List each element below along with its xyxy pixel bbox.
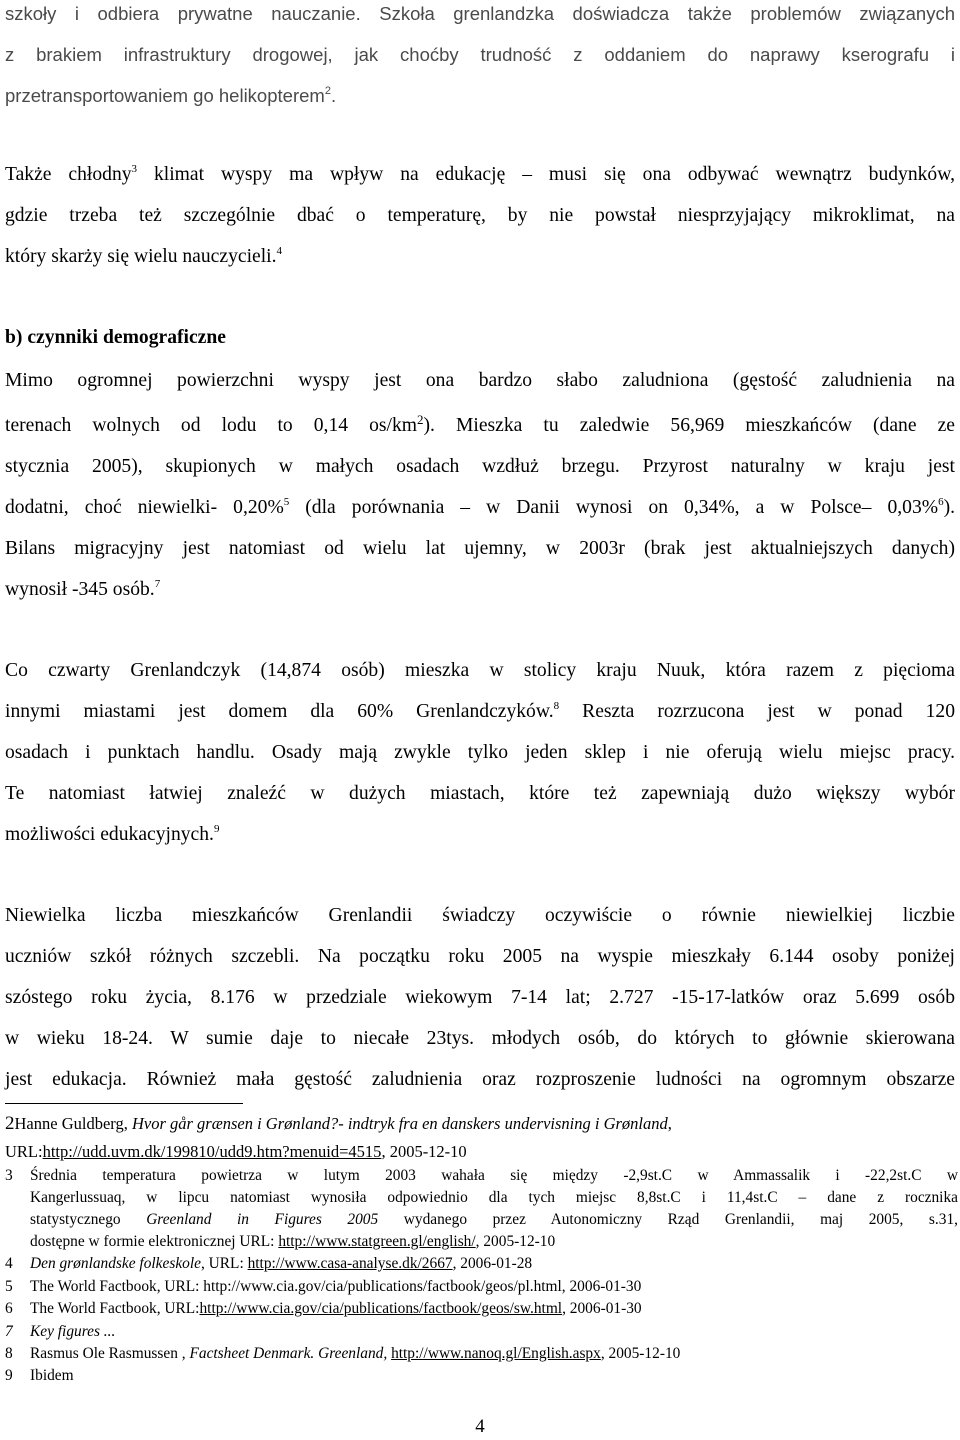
text-line: innymi miastami jest domem dla 60% Grenlandczyków.$^8$ Reszta rozrzucona jest w ponad 120 xyxy=(5,700,955,722)
text-line: Co czwarty Grenlandczyk (14,874 osób) mieszka w stolicy kraju Nuuk, która razem z pięcioma xyxy=(5,660,955,681)
footnote-number: 9 xyxy=(5,1367,13,1384)
footnote-link[interactable]: http://www.nanoq.gl/English.aspx xyxy=(391,1345,601,1362)
footnote-2: 2Hanne Guldberg, Hvor går grænsen i Grønland?- indtryk fra en danskers undervisning i Grønland, xyxy=(5,1113,672,1134)
text-line: Niewielka liczba mieszkańców Grenlandii świadczy oczywiście o równie niewielkiej liczbie xyxy=(5,905,955,926)
text-line: uczniów szkół różnych szczebli. Na początku roku 2005 na wyspie mieszkały 6.144 osoby poniżej xyxy=(5,946,955,967)
footnote-separator xyxy=(5,1103,243,1104)
text-line: który skarży się wielu nauczycieli.$^4$ xyxy=(5,245,282,267)
footnote-3-line: dostępne w formie elektronicznej URL: http://www.statgreen.gl/english/, 2005-12-10 xyxy=(30,1233,556,1250)
text-line: jest edukacja. Również mała gęstość zaludnienia oraz rozproszenie ludności na ogromnym obszarze xyxy=(5,1069,955,1090)
footnote-ref: 8 xyxy=(553,700,560,712)
footnote-3-line: statystycznego Greenland in Figures 2005 wydanego przez Autonomiczny Rząd Grenlandii, maj 2005, s.31, xyxy=(30,1211,958,1228)
text-line: Bilans migracyjny jest natomiast od wielu lat ujemny, w 2003r (brak jest aktualniejszych danych) xyxy=(5,538,955,559)
text-line: z brakiem infrastruktury drogowej, jak choćby trudność z oddaniem do naprawy kserografu i xyxy=(5,44,955,65)
footnote-5: The World Factbook, URL: http://www.cia.gov/cia/publications/factbook/geos/pl.html, 2006-01-30 xyxy=(30,1278,642,1295)
section-heading: b) czynniki demograficzne xyxy=(5,327,226,348)
footnote-link[interactable]: http://www.statgreen.gl/english/ xyxy=(278,1233,476,1250)
footnote-number: 6 xyxy=(5,1300,13,1317)
footnote-ref: 7 xyxy=(154,578,161,590)
footnote-9: Ibidem xyxy=(30,1367,74,1384)
footnote-link[interactable]: http://www.casa-analyse.dk/2667 xyxy=(247,1255,453,1272)
text-line: terenach wolnych od lodu to 0,14 $os/km^2$). Mieszka tu zaledwie 56,969 mieszkańców (dane ze xyxy=(5,412,955,436)
page-number: 4 xyxy=(475,1416,485,1437)
footnote-ref: 5 xyxy=(283,496,290,508)
footnote-2-url-line: URL:http://udd.uvm.dk/199810/udd9.htm?menuid=4515, 2005-12-10 xyxy=(5,1142,467,1161)
footnote-3-line: Kangerlussuaq, w lipcu natomiast wynosiła odpowiednio dla tych miejsc 8,8st.C i 11,4st.C – dane z rocznika xyxy=(30,1189,958,1206)
superscript: 2 xyxy=(417,412,424,427)
footnote-7: Key figures ... xyxy=(30,1323,116,1340)
text-line: w wieku 18-24. W sumie daje to niecałe 23tys. młodych osób, do których to głównie skierowana xyxy=(5,1028,955,1049)
footnote-ref: 2 xyxy=(324,85,331,97)
footnote-ref: 4 xyxy=(276,245,282,257)
footnote-number: 8 xyxy=(5,1345,13,1362)
text-line: Także chłodny$^3$ klimat wyspy ma wpływ na edukację – musi się ona odbywać wewnątrz budynków, xyxy=(5,163,955,185)
text-line: osadach i punktach handlu. Osady mają zwykle tylko jeden sklep i nie oferują wielu miejsc pracy. xyxy=(5,742,955,763)
footnote-8: Rasmus Ole Rasmussen , Factsheet Denmark. Greenland, http://www.nanoq.gl/English.aspx, 2005-12-10 xyxy=(30,1345,681,1362)
footnote-4: Den grønlandske folkeskole, URL: http://www.casa-analyse.dk/2667, 2006-01-28 xyxy=(30,1255,533,1272)
footnote-ref: 9 xyxy=(213,823,220,835)
text-line: gdzie trzeba też szczególnie dbać o temperaturę, by nie powstał niesprzyjający mikroklimat, na xyxy=(5,205,955,226)
footnote-number: 5 xyxy=(5,1278,13,1295)
text-line: Te natomiast łatwiej znaleźć w dużych miastach, które też zapewniają dużo większy wybór xyxy=(5,783,955,804)
footnote-ref: 3 xyxy=(131,163,138,175)
text-line: możliwości edukacyjnych.$^9$ xyxy=(5,823,220,845)
footnote-ref: 6 xyxy=(938,496,944,508)
text-line: szkoły i odbiera prywatne nauczanie. Szkoła grenlandzka doświadcza także problemów związanych xyxy=(5,3,955,24)
footnote-number: 2 xyxy=(5,1113,15,1134)
footnote-link[interactable]: http://udd.uvm.dk/199810/udd9.htm?menuid=4515 xyxy=(42,1142,382,1161)
text-line: szóstego roku życia, 8.176 w przedziale wiekowym 7-14 lat; 2.727 -15-17-latków oraz 5.699 osób xyxy=(5,987,955,1008)
text-line: wynosił -345 osób.$^7$ xyxy=(5,578,161,600)
footnote-number: 3 xyxy=(5,1167,13,1184)
footnote-number: 4 xyxy=(5,1255,13,1272)
text-line: przetransportowaniem go helikopterem$^2$. xyxy=(5,85,337,106)
footnote-3-line: Średnia temperatura powietrza w lutym 2003 wahała się między -2,9st.C w Ammassalik i -22,2st.C w xyxy=(30,1167,958,1184)
text-line: dodatni, choć niewielki- 0,20%$^5$ (dla porównania – w Danii wynosi on 0,34%, a w Polsce– 0,03%$^6$). xyxy=(5,496,955,518)
footnote-number: 7 xyxy=(5,1323,13,1340)
footnote-6: The World Factbook, URL:http://www.cia.gov/cia/publications/factbook/geos/sw.html, 2006-01-30 xyxy=(30,1300,642,1317)
text-line: Mimo ogromnej powierzchni wyspy jest ona bardzo słabo zaludniona (gęstość zaludnienia na xyxy=(5,370,955,391)
footnote-link[interactable]: http://www.cia.gov/cia/publications/factbook/geos/sw.html xyxy=(199,1300,563,1317)
text-line: stycznia 2005), skupionych w małych osadach wzdłuż brzegu. Przyrost naturalny w kraju jest xyxy=(5,456,955,477)
